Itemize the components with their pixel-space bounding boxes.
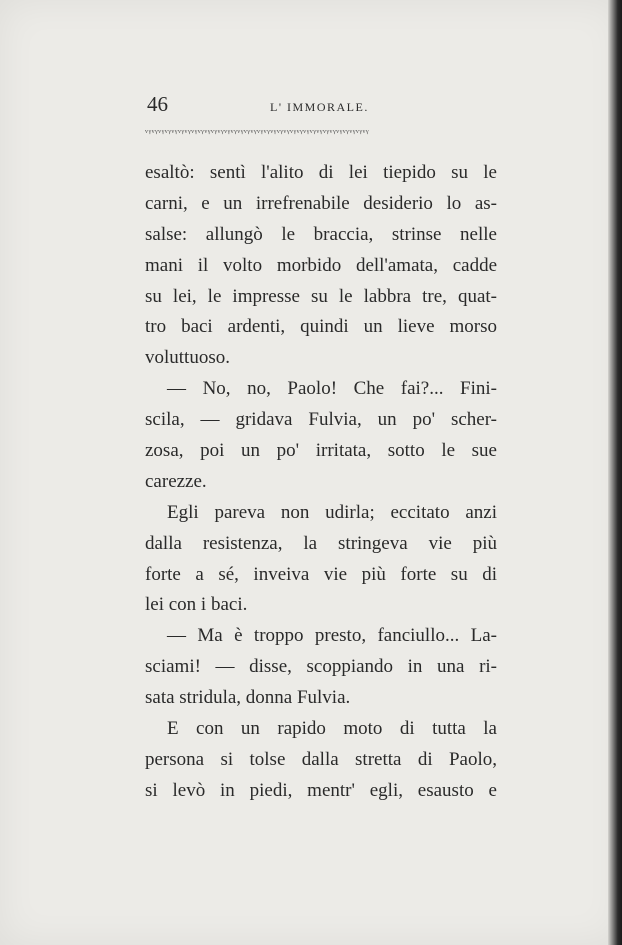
- page-number: 46: [147, 92, 168, 116]
- text-line: lei con i baci.: [145, 594, 248, 616]
- text-line: — Ma è troppo presto, fanciullo... La-: [167, 625, 497, 647]
- text-line: mani il volto morbido dell'amata, cadde: [145, 254, 497, 276]
- text-line: E con un rapido moto di tutta la: [167, 718, 497, 740]
- text-line: — No, no, Paolo! Che fai?... Fini-: [167, 378, 497, 400]
- text-line: persona si tolse dalla stretta di Paolo,: [145, 748, 497, 770]
- text-line: si levò in piedi, mentr' egli, esausto e: [145, 779, 497, 801]
- text-line: carezze.: [145, 470, 207, 492]
- text-line: sciami! — disse, scoppiando in una ri-: [145, 656, 497, 678]
- body-text: [145, 158, 497, 807]
- text-line: zosa, poi un po' irritata, sotto le sue: [145, 440, 497, 462]
- text-line: salse: allungò le braccia, strinse nelle: [145, 223, 497, 245]
- text-line: esaltò: sentì l'alito di lei tiepido su le: [145, 162, 497, 183]
- text-line: sata stridula, donna Fulvia.: [145, 687, 351, 709]
- text-line: dalla resistenza, la stringeva vie più: [145, 532, 497, 554]
- book-title: L' IMMORALE.: [270, 100, 369, 114]
- text-line: voluttuoso.: [145, 347, 230, 369]
- text-line: forte a sé, inveiva vie più forte su di: [145, 563, 497, 585]
- ornamental-rule: ᵥᵧᵥᵧᵥᵧᵥᵧᵥᵧᵥᵧᵥᵧᵥᵧᵥᵧᵥᵧᵥᵧᵥᵧᵥᵧᵥᵧᵥᵧᵥᵧᵥᵧᵥᵧᵥᵧᵥᵧᵥᵧᵥᵧᵥᵧᵥᵧᵥᵧᵥᵧᵥᵧᵥᵧᵥᵧᵥᵧᵥᵧᵥᵧᵥᵧᵥᵧ: [145, 124, 370, 135]
- text-line: su lei, le impresse su le labbra tre, quat-: [145, 285, 497, 307]
- text-line: scila, — gridava Fulvia, un po' scher-: [145, 409, 497, 431]
- page-edge-shadow: [608, 0, 622, 945]
- text-line: carni, e un irrefrenabile desiderio lo as-: [145, 192, 497, 214]
- text-line: Egli pareva non udirla; eccitato anzi: [167, 501, 497, 523]
- text-line: tro baci ardenti, quindi un lieve morso: [145, 316, 497, 338]
